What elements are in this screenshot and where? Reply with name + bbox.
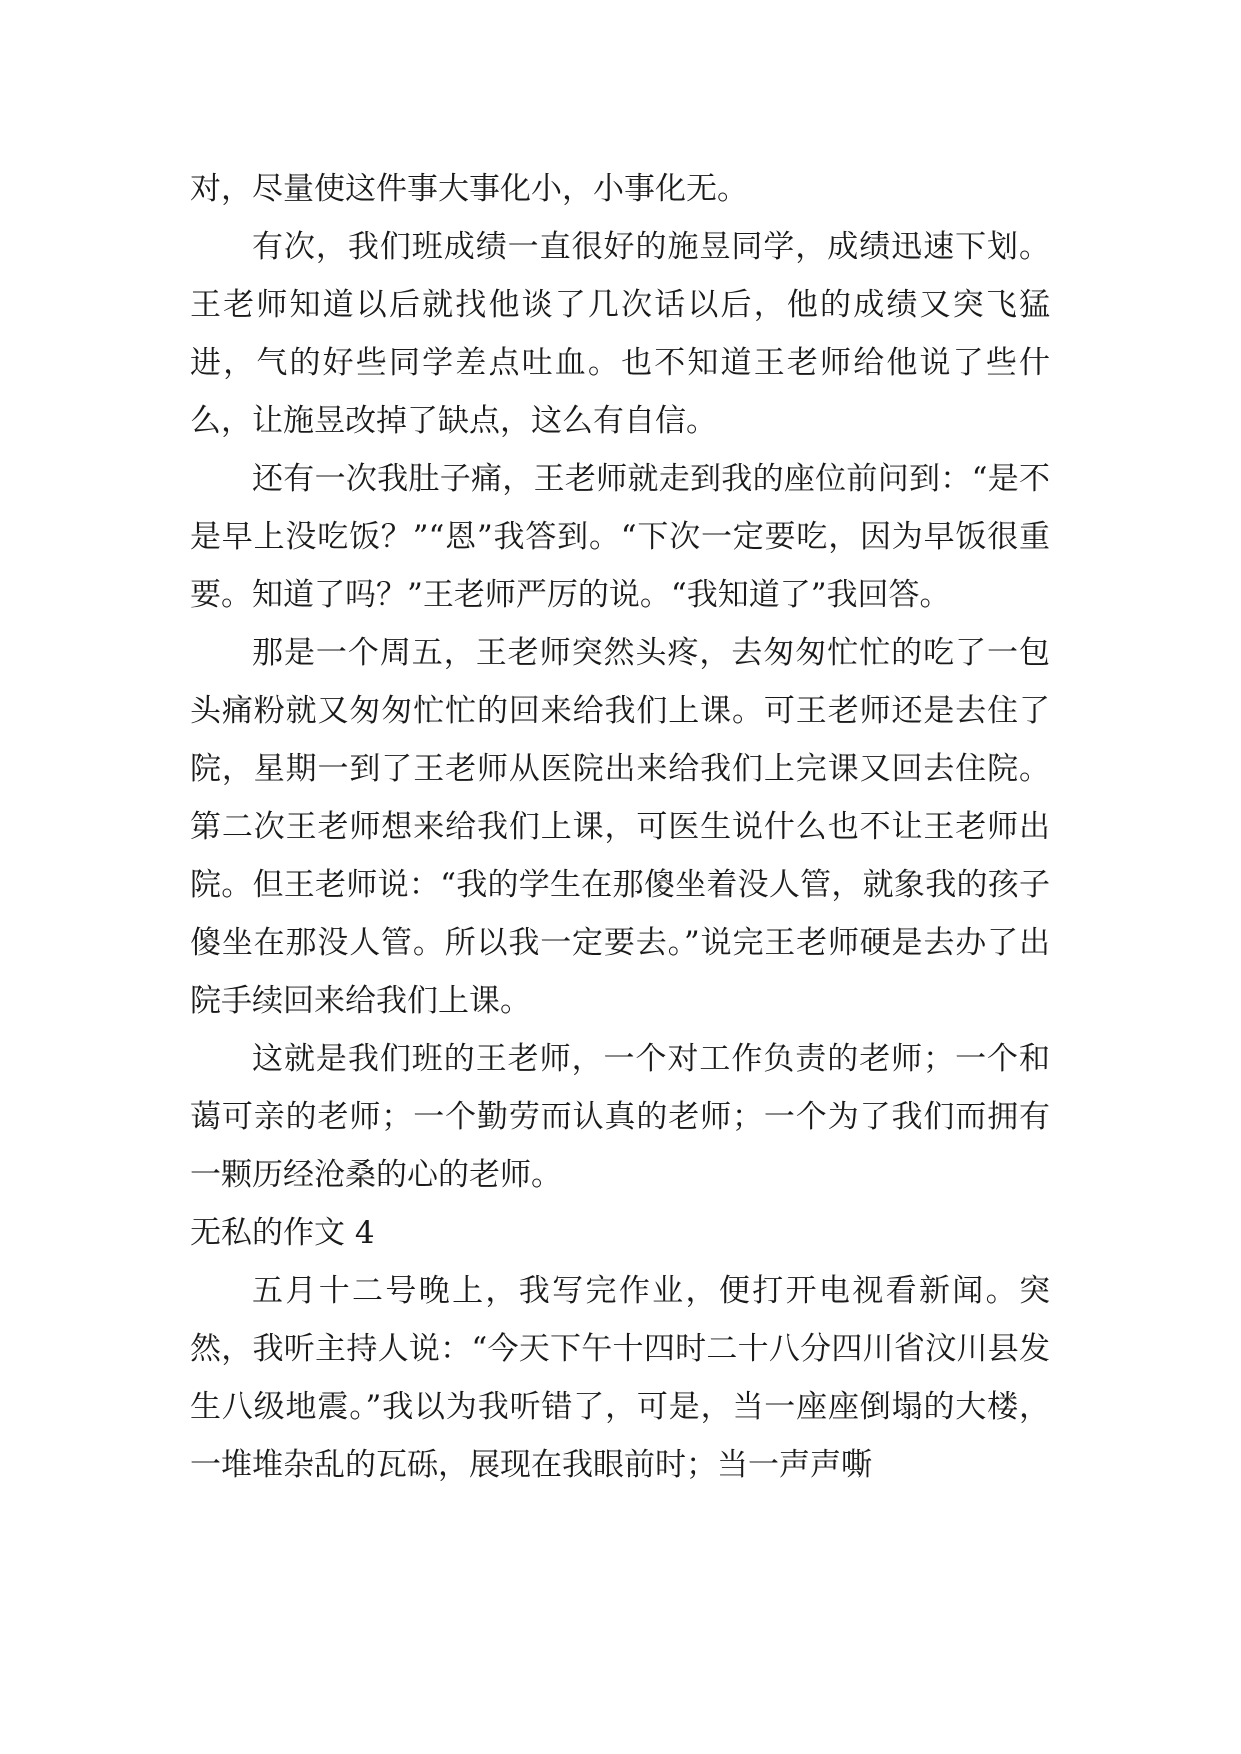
paragraph-continuation: 对，尽量使这件事大事化小，小事化无。 <box>190 171 748 207</box>
paragraph-shi-yu: 有次，我们班成绩一直很好的施昱同学，成绩迅速下划。王老师知道以后就找他谈了几次话以后，他的成绩又突飞猛进，气的好些同学差点吐血。也不知道王老师给他说了些什么，让施昱改掉了缺点，这么有自信。 <box>190 229 1050 439</box>
paragraph-earthquake: 五月十二号晚上，我写完作业，便打开电视看新闻。突然，我听主持人说：“今天下午十四时二十八分四川省汶川县发生八级地震。”我以为我听错了，可是，当一座座倒塌的大楼，一堆堆杂乱的瓦砾，展现在我眼前时；当一声声嘶 <box>190 1273 1050 1483</box>
essay-heading: 无私的作文 4 <box>190 1215 375 1251</box>
paragraph-stomachache: 还有一次我肚子痛，王老师就走到我的座位前问到：“是不是早上没吃饭？”“恩”我答到。“下次一定要吃，因为早饭很重要。知道了吗？”王老师严厉的说。“我知道了”我回答。 <box>190 461 1050 613</box>
paragraph-hospital: 那是一个周五，王老师突然头疼，去匆匆忙忙的吃了一包头痛粉就又匆匆忙忙的回来给我们上课。可王老师还是去住了院，星期一到了王老师从医院出来给我们上完课又回去住院。第二次王老师想来给我们上课，可医生说什么也不让王老师出院。但王老师说：“我的学生在那傻坐着没人管，就象我的孩子傻坐在那没人管。所以我一定要去。”说完王老师硬是去办了出院手续回来给我们上课。 <box>190 635 1050 1019</box>
paragraph-conclusion: 这就是我们班的王老师，一个对工作负责的老师；一个和蔼可亲的老师；一个勤劳而认真的老师；一个为了我们而拥有一颗历经沧桑的心的老师。 <box>190 1041 1050 1193</box>
document-body <box>190 160 1050 1494</box>
